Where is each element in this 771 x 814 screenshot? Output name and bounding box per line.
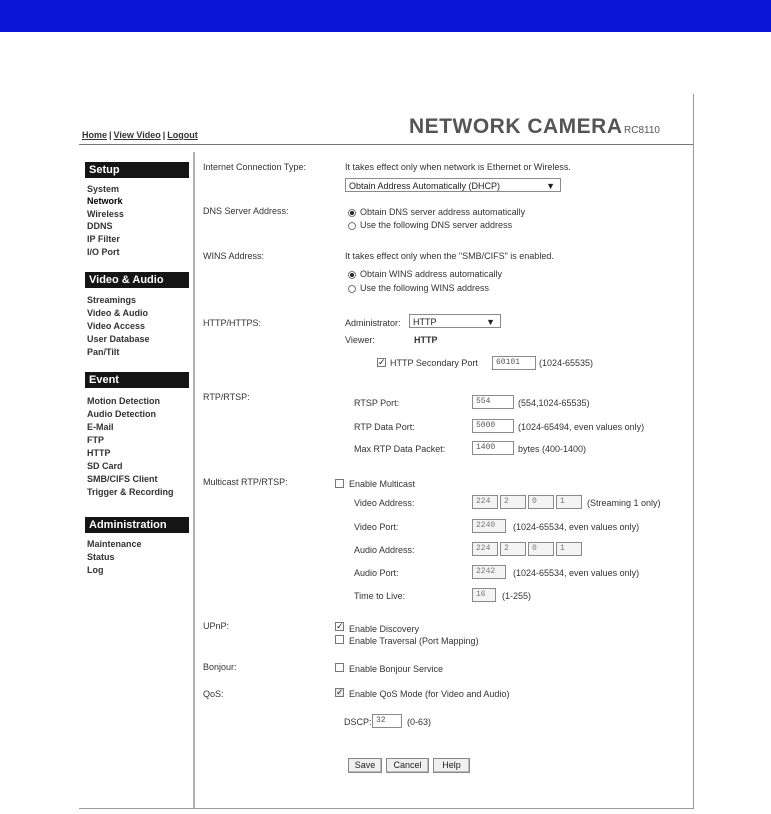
save-button[interactable]: Save	[348, 758, 382, 773]
sidebar-item-ftp[interactable]: FTP	[87, 435, 104, 445]
audio-address-octet-4[interactable]: 1	[556, 542, 582, 556]
dscp-range: (0-63)	[407, 717, 432, 727]
sidebar-item-log[interactable]: Log	[87, 565, 104, 575]
video-address-octet-3[interactable]: 0	[528, 495, 554, 509]
http-secondary-port-checkbox[interactable]: ✓	[378, 357, 386, 367]
wins-manual-radio[interactable]	[348, 285, 356, 293]
administrator-label: Administrator:	[345, 318, 401, 328]
section-setup[interactable]: Setup	[85, 162, 189, 178]
video-port-input[interactable]: 2240	[472, 519, 506, 533]
sidebar-item-ip-filter[interactable]: IP Filter	[87, 234, 120, 244]
audio-address-label: Audio Address:	[354, 545, 415, 555]
sidebar-item-email[interactable]: E-Mail	[87, 422, 114, 432]
dns-manual-radio[interactable]	[348, 222, 356, 230]
ttl-input[interactable]: 16	[472, 588, 496, 602]
sidebar-item-status[interactable]: Status	[87, 552, 115, 562]
top-links	[82, 130, 198, 140]
camera-config-page	[79, 94, 694, 809]
section-video-audio[interactable]: Video & Audio	[85, 272, 189, 288]
audio-address-octet-2[interactable]: 2	[500, 542, 526, 556]
enable-multicast-label: Enable Multicast	[349, 479, 416, 489]
viewer-value: HTTP	[414, 335, 438, 345]
wins-note: It takes effect only when the "SMB/CIFS" is enabled.	[345, 251, 554, 261]
home-link[interactable]: Home	[82, 130, 108, 140]
wins-auto-label: Obtain WINS address automatically	[360, 269, 503, 279]
sidebar-item-io-port[interactable]: I/O Port	[87, 247, 120, 257]
sidebar-item-video-access[interactable]: Video Access	[87, 321, 146, 331]
sidebar-item-streamings[interactable]: Streamings	[87, 295, 137, 305]
enable-qos-checkbox[interactable]: ✓	[336, 687, 344, 697]
sidebar-divider	[193, 152, 195, 808]
ict-note: It takes effect only when network is Ethernet or Wireless.	[345, 162, 571, 172]
video-address-octet-2[interactable]: 2	[500, 495, 526, 509]
video-address-octet-4[interactable]: 1	[556, 495, 582, 509]
sidebar-item-sd-card[interactable]: SD Card	[87, 461, 123, 471]
rtp-data-port-label: RTP Data Port:	[354, 422, 415, 432]
max-rtp-packet-range: bytes (400-1400)	[518, 444, 587, 454]
section-administration[interactable]: Administration	[85, 517, 189, 533]
http-secondary-port-label: HTTP Secondary Port	[390, 358, 478, 368]
dns-label: DNS Server Address:	[203, 206, 289, 216]
sidebar-item-user-database[interactable]: User Database	[87, 334, 150, 344]
video-address-octet-1[interactable]: 224	[472, 495, 498, 509]
sidebar-item-audio-detection[interactable]: Audio Detection	[87, 409, 156, 419]
ict-label: Internet Connection Type:	[203, 162, 306, 172]
enable-discovery-checkbox[interactable]: ✓	[336, 621, 344, 631]
wins-label: WINS Address:	[203, 251, 265, 261]
viewer-label: Viewer:	[345, 335, 375, 345]
upnp-label: UPnP:	[203, 621, 230, 631]
audio-port-input[interactable]: 2242	[472, 565, 506, 579]
dns-auto-label: Obtain DNS server address automatically	[360, 207, 526, 217]
wins-auto-radio[interactable]	[348, 271, 356, 279]
page-header	[79, 94, 693, 145]
http-secondary-port-range: (1024-65535)	[539, 358, 594, 368]
video-address-label: Video Address:	[354, 498, 415, 508]
audio-port-range: (1024-65534, even values only)	[513, 568, 640, 578]
audio-address-octet-1[interactable]: 224	[472, 542, 498, 556]
brand-title: NETWORK CAMERA	[409, 115, 623, 138]
qos-label: QoS:	[203, 689, 224, 699]
max-rtp-packet-label: Max RTP Data Packet:	[354, 444, 446, 454]
audio-port-label: Audio Port:	[354, 568, 399, 578]
sidebar-item-system[interactable]: System	[87, 184, 120, 194]
rtp-data-port-range: (1024-65494, even values only)	[518, 422, 645, 432]
sidebar-item-trigger-recording[interactable]: Trigger & Recording	[87, 487, 174, 497]
sidebar-item-http[interactable]: HTTP	[87, 448, 111, 458]
sidebar-item-wireless[interactable]: Wireless	[87, 209, 124, 219]
video-port-label: Video Port:	[354, 522, 399, 532]
dns-auto-radio[interactable]	[348, 209, 356, 217]
enable-qos-label: Enable QoS Mode (for Video and Audio)	[349, 689, 510, 699]
view-video-link[interactable]: View Video	[113, 130, 161, 140]
sidebar-item-video-audio[interactable]: Video & Audio	[87, 308, 149, 318]
rtsp-port-range: (554,1024-65535)	[518, 398, 590, 408]
chevron-down-icon: ▼	[486, 317, 495, 327]
connection-type-select[interactable]	[345, 178, 561, 192]
streaming-note: (Streaming 1 only)	[587, 498, 661, 508]
rtsp-port-label: RTSP Port:	[354, 398, 400, 408]
multicast-label: Multicast RTP/RTSP:	[203, 477, 288, 487]
rtp-data-port-input[interactable]: 5000	[472, 419, 514, 433]
administrator-protocol-value: HTTP	[413, 317, 437, 327]
connection-type-value: Obtain Address Automatically (DHCP)	[349, 181, 501, 191]
video-port-range: (1024-65534, even values only)	[513, 522, 640, 532]
ttl-range: (1-255)	[502, 591, 532, 601]
enable-discovery-label: Enable Discovery	[349, 624, 420, 634]
enable-bonjour-checkbox[interactable]	[335, 663, 344, 672]
enable-bonjour-label: Enable Bonjour Service	[349, 664, 444, 674]
chevron-down-icon: ▼	[546, 181, 555, 191]
rtsp-port-input[interactable]: 554	[472, 395, 514, 409]
top-banner	[0, 0, 771, 32]
enable-traversal-checkbox[interactable]	[335, 635, 344, 644]
audio-address-octet-3[interactable]: 0	[528, 542, 554, 556]
sidebar-item-smb-cifs-client[interactable]: SMB/CIFS Client	[87, 474, 158, 484]
sidebar-item-motion-detection[interactable]: Motion Detection	[87, 396, 160, 406]
dscp-input[interactable]: 32	[372, 714, 402, 728]
section-event[interactable]: Event	[85, 372, 189, 388]
logout-link[interactable]: Logout	[167, 130, 198, 140]
http-secondary-port-input[interactable]: 60101	[492, 356, 536, 370]
rtp-rtsp-label: RTP/RTSP:	[203, 392, 250, 402]
dscp-label: DSCP:	[344, 717, 372, 727]
max-rtp-packet-input[interactable]: 1400	[472, 441, 514, 455]
sidebar-item-network[interactable]: Network	[85, 195, 189, 207]
dns-manual-label: Use the following DNS server address	[360, 220, 513, 230]
ttl-label: Time to Live:	[354, 591, 406, 601]
help-button[interactable]: Help	[433, 758, 470, 773]
link-separator: |	[162, 130, 166, 140]
model-name: RC8110	[624, 125, 660, 136]
enable-multicast-checkbox[interactable]	[335, 479, 344, 488]
link-separator: |	[109, 130, 112, 140]
http-label: HTTP/HTTPS:	[203, 318, 261, 328]
enable-traversal-label: Enable Traversal (Port Mapping)	[349, 636, 479, 646]
sidebar-item-ddns[interactable]: DDNS	[87, 221, 113, 231]
sidebar-item-pan-tilt[interactable]: Pan/Tilt	[87, 347, 120, 357]
wins-manual-label: Use the following WINS address	[360, 283, 490, 293]
bonjour-label: Bonjour:	[203, 662, 237, 672]
cancel-button[interactable]: Cancel	[386, 758, 429, 773]
administrator-protocol-select[interactable]	[409, 314, 501, 328]
sidebar-item-maintenance[interactable]: Maintenance	[87, 539, 142, 549]
